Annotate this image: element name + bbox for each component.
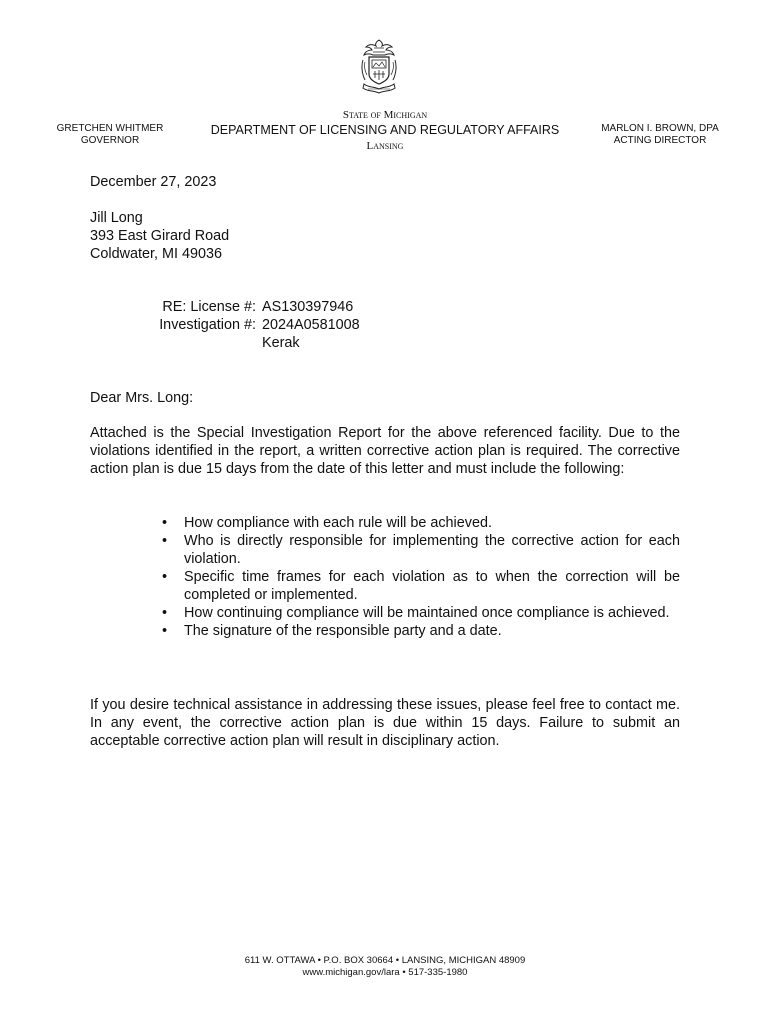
letter-date: December 27, 2023 — [90, 174, 217, 190]
list-item: • How compliance with each rule will be achieved. — [160, 514, 680, 532]
requirements-list — [160, 514, 680, 640]
investigation-label: Investigation #: — [159, 317, 256, 333]
intro-paragraph: Attached is the Special Investigation Report for the above referenced facility. Due to the violations identified in the report, a written corrective action plan is required. The corrective action plan is due 15 days from the date of this letter and must include the following: — [90, 425, 680, 477]
footer-address: 611 W. OTTAWA • P.O. BOX 30664 • LANSING, MICHIGAN 48909 — [244, 955, 526, 966]
department-name: DEPARTMENT OF LICENSING AND REGULATORY AFFAIRS — [210, 123, 560, 137]
investigation-row — [90, 316, 360, 334]
recipient-street: 393 East Girard Road — [90, 228, 230, 244]
city-name: Lansing — [366, 140, 404, 152]
governor-title: GOVERNOR — [80, 135, 140, 146]
closing-paragraph: If you desire technical assistance in addressing these issues, please feel free to contact me. In any event, the corrective action plan is due within 15 days. Failure to submit an acceptable corrective action plan will result in disciplinary action. — [90, 697, 680, 749]
investigation-number: 2024A0581008 — [262, 317, 360, 333]
director-title: ACTING DIRECTOR — [613, 135, 707, 146]
license-row — [90, 298, 360, 316]
state-name: State of Michigan — [342, 109, 428, 121]
recipient-city: Coldwater, MI 49036 — [90, 246, 222, 262]
governor-block — [40, 123, 180, 147]
agency-header — [180, 108, 590, 153]
footer — [0, 955, 770, 979]
facility-name: Kerak — [262, 335, 300, 351]
list-item: • The signature of the responsible party and a date. — [160, 622, 680, 640]
reference-block — [90, 298, 360, 352]
salutation: Dear Mrs. Long: — [90, 390, 194, 406]
governor-name: GRETCHEN WHITMER — [56, 123, 164, 134]
recipient-name: Jill Long — [90, 210, 143, 226]
list-item: • Specific time frames for each violation as to when the correction will be completed or implemented. — [160, 568, 680, 604]
facility-row — [90, 334, 360, 352]
director-name: MARLON I. BROWN, DPA — [601, 123, 719, 134]
footer-contact: www.michigan.gov/lara • 517-335-1980 — [302, 967, 468, 978]
recipient-address — [90, 209, 680, 263]
michigan-seal-icon — [359, 38, 399, 96]
director-block — [588, 123, 732, 147]
list-item: • How continuing compliance will be maintained once compliance is achieved. — [160, 604, 680, 622]
license-number: AS130397946 — [262, 299, 354, 315]
list-item: • Who is directly responsible for implementing the corrective action for each violation. — [160, 532, 680, 568]
license-label: RE: License #: — [162, 299, 256, 315]
